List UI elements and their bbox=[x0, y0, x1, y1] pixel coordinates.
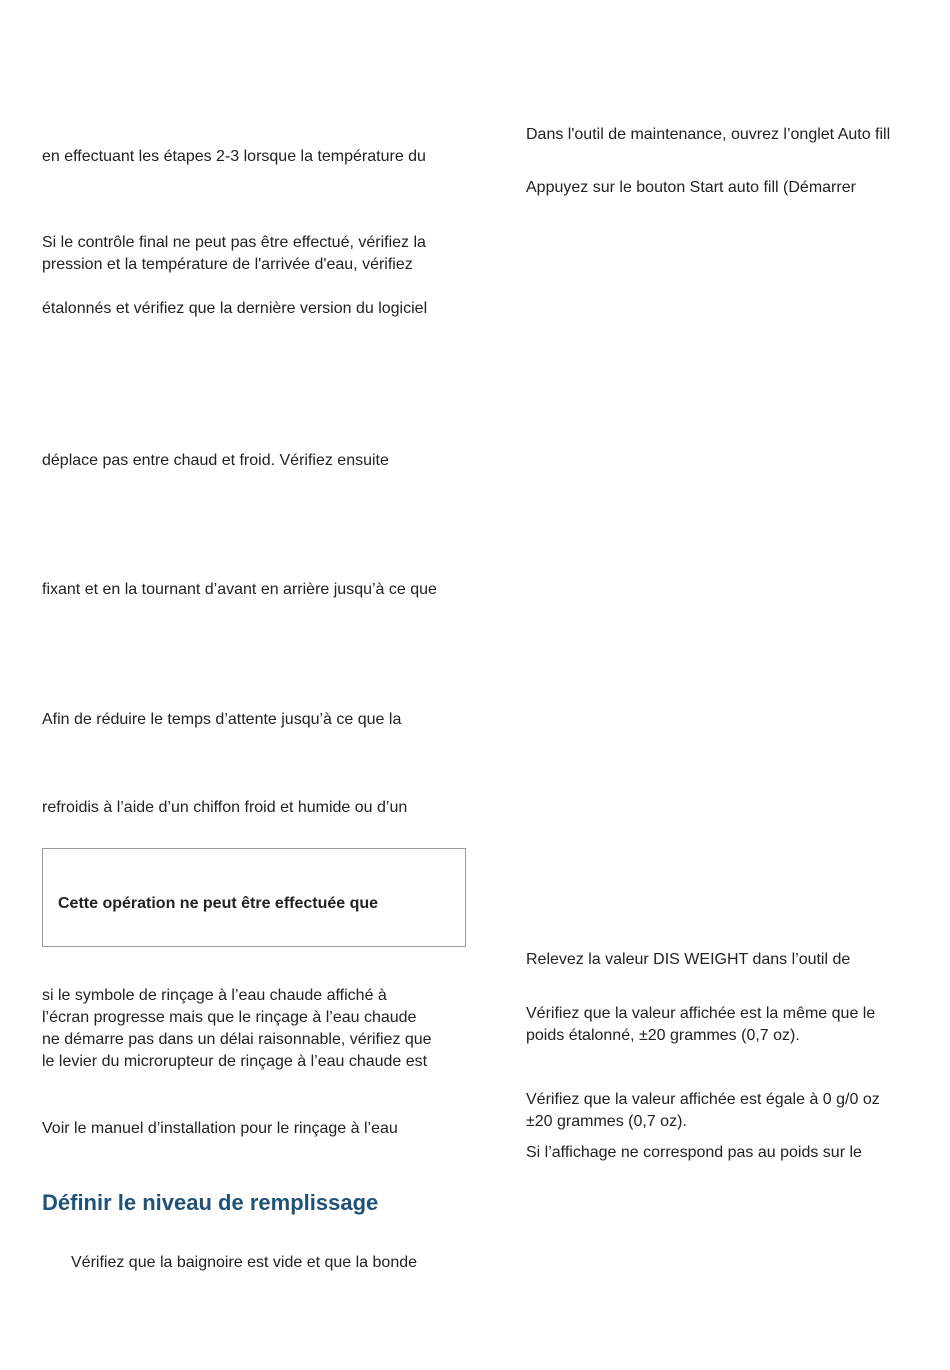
text-line: déplace pas entre chaud et froid. Vérifiez ensuite bbox=[42, 452, 389, 469]
text-line: Vérifiez que la valeur affichée est la même que le bbox=[526, 1005, 876, 1022]
note-text: Cette opération ne peut être effectuée que bbox=[58, 895, 379, 912]
text-line: ne démarre pas dans un délai raisonnable, vérifiez que bbox=[42, 1031, 432, 1048]
text-line: Relevez la valeur DIS WEIGHT dans l’outil de bbox=[526, 951, 851, 968]
text-line: Si l’affichage ne correspond pas au poids sur le bbox=[526, 1144, 862, 1161]
text-line: pression et la température de l'arrivée d'eau, vérifiez bbox=[42, 256, 413, 273]
note-box bbox=[42, 848, 466, 947]
text-line: Dans l'outil de maintenance, ouvrez l’onglet Auto fill bbox=[526, 126, 891, 143]
text-line: en effectuant les étapes 2-3 lorsque la température du bbox=[42, 148, 426, 165]
text-line: fixant et en la tournant d’avant en arrière jusqu’à ce que bbox=[42, 581, 437, 598]
section-heading: Définir le niveau de remplissage bbox=[42, 1190, 379, 1215]
text-line: l’écran progresse mais que le rinçage à l’eau chaude bbox=[42, 1009, 417, 1026]
text-line: Voir le manuel d’installation pour le rinçage à l’eau bbox=[42, 1120, 398, 1137]
step-text: Vérifiez que la baignoire est vide et que la bonde bbox=[71, 1254, 418, 1271]
text-line: si le symbole de rinçage à l’eau chaude affiché à bbox=[42, 987, 387, 1004]
text-line: Appuyez sur le bouton Start auto fill (Démarrer bbox=[526, 179, 856, 196]
text-line: étalonnés et vérifiez que la dernière version du logiciel bbox=[42, 300, 428, 317]
text-line: Afin de réduire le temps d’attente jusqu’à ce que la bbox=[42, 711, 402, 728]
text-line: poids étalonné, ±20 grammes (0,7 oz). bbox=[526, 1027, 800, 1044]
text-line: refroidis à l’aide d’un chiffon froid et humide ou d’un bbox=[42, 799, 408, 816]
text-line: Si le contrôle final ne peut pas être effectué, vérifiez la bbox=[42, 234, 426, 251]
text-line: ±20 grammes (0,7 oz). bbox=[526, 1113, 687, 1130]
text-line: Vérifiez que la valeur affichée est égale à 0 g/0 oz bbox=[526, 1091, 880, 1108]
text-line: le levier du microrupteur de rinçage à l’eau chaude est bbox=[42, 1053, 428, 1070]
